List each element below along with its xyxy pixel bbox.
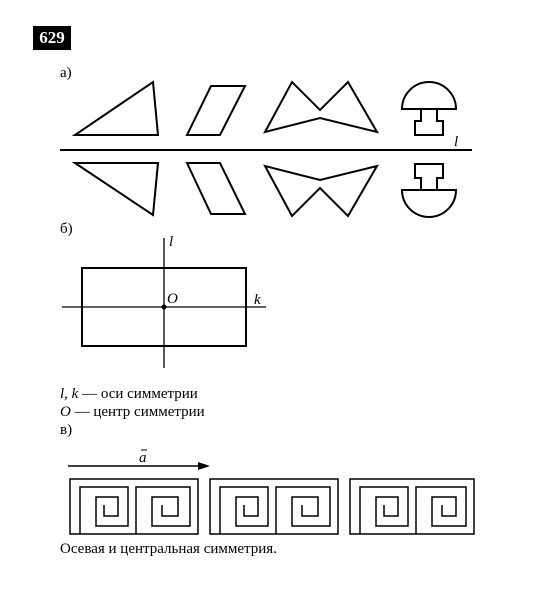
legend-axes-var1: l [60, 386, 65, 402]
axis-l-label-b: l [169, 234, 174, 250]
legend-center-text: — центр симметрии [70, 404, 205, 420]
legend-center [60, 403, 205, 421]
legend-axes-sep: , [64, 386, 72, 402]
triangle-bottom [75, 163, 158, 215]
bowtie-top [265, 82, 377, 132]
spiral-cell-1 [80, 487, 128, 534]
legend-axes-text: — оси симметрии [78, 386, 198, 402]
spiral-cell-6 [416, 487, 466, 534]
spiral-cell-4 [276, 487, 330, 534]
triangle-top [75, 82, 158, 135]
spiral-cell-5 [360, 487, 408, 534]
mushroom-bottom [402, 164, 456, 217]
vector-a-arrowhead [198, 462, 210, 470]
part-a-label: а) [60, 65, 72, 81]
axis-l-label: l [454, 134, 459, 150]
spiral-cell-2 [136, 487, 190, 534]
legend-axes [60, 385, 198, 403]
spiral-cell-3 [220, 487, 268, 534]
center-point-o [162, 305, 167, 310]
part-b-label: б) [60, 221, 73, 237]
meander-frieze [70, 479, 474, 534]
problem-number-badge: 629 [33, 26, 71, 50]
parallelogram-bottom [187, 163, 245, 214]
axis-k-label: k [254, 292, 261, 308]
vector-a-label: a [139, 450, 147, 466]
legend-axes-var2: k [71, 386, 79, 402]
center-o-label: O [167, 291, 178, 307]
part-c-label: в) [60, 422, 73, 438]
mushroom-top [402, 82, 456, 135]
bowtie-bottom [265, 166, 377, 216]
parallelogram-top [187, 86, 245, 135]
legend-center-var: O [60, 404, 71, 420]
part-c-caption: Осевая и центральная симметрия. [60, 541, 277, 557]
